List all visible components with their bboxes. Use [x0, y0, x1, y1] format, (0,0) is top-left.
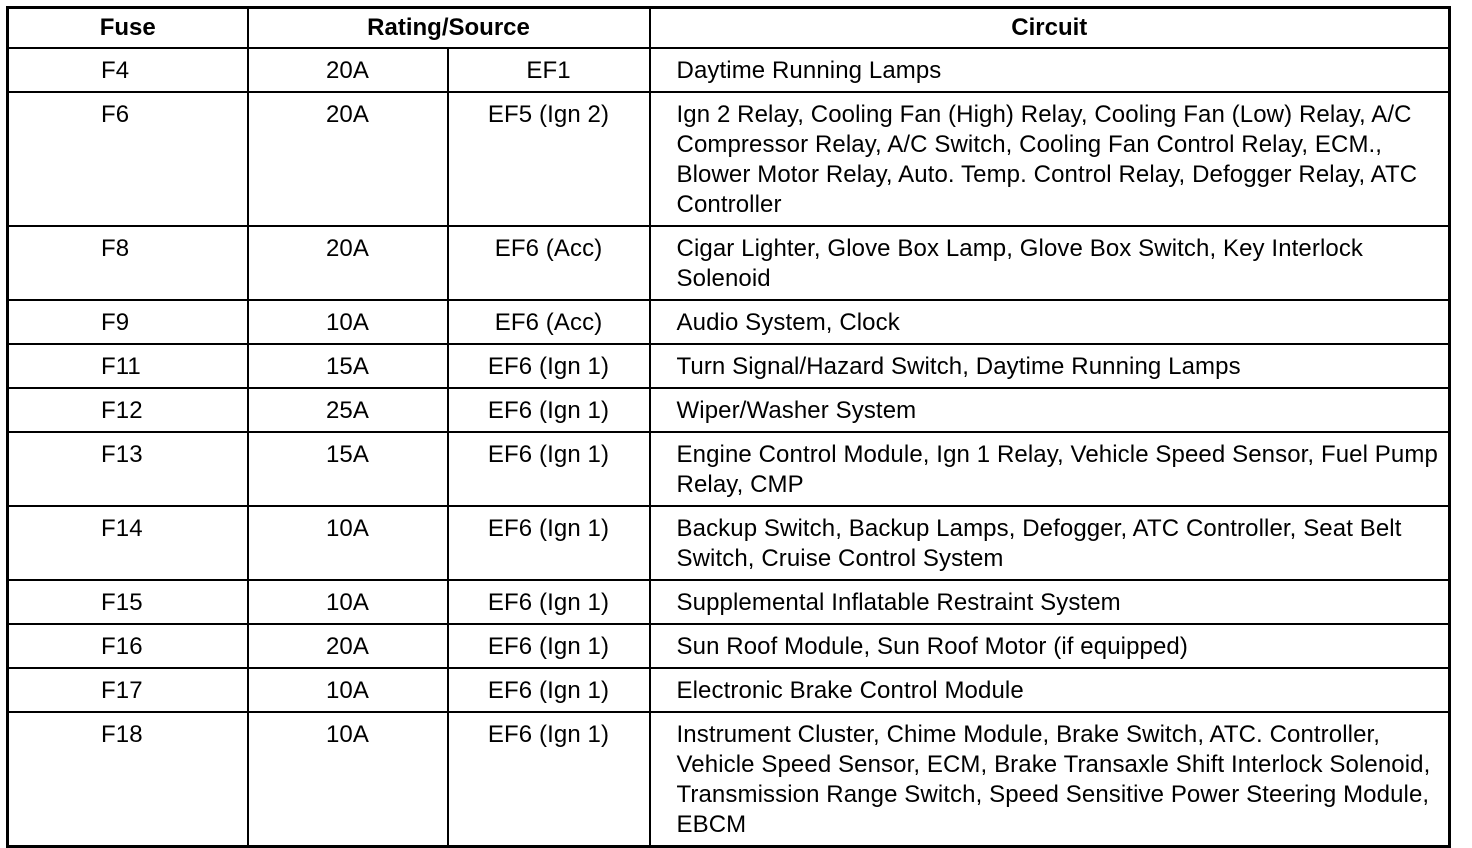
table-row	[8, 344, 1450, 388]
cell-circuit: Ign 2 Relay, Cooling Fan (High) Relay, Cooling Fan (Low) Relay, A/C Compressor Relay, A/C Switch, Cooling Fan Control Relay, ECM., Blower Motor Relay, Auto. Temp. Control Relay, Defogger Relay, ATC Controller	[650, 92, 1450, 226]
cell-circuit: Electronic Brake Control Module	[650, 668, 1450, 712]
table-row	[8, 506, 1450, 580]
cell-source: EF6 (Ign 1)	[448, 432, 650, 506]
cell-source: EF6 (Ign 1)	[448, 344, 650, 388]
cell-circuit: Audio System, Clock	[650, 300, 1450, 344]
table-row	[8, 580, 1450, 624]
cell-source: EF6 (Ign 1)	[448, 506, 650, 580]
table-row	[8, 92, 1450, 226]
table-header	[8, 8, 1450, 49]
table-body	[8, 48, 1450, 847]
fuse-table	[6, 6, 1451, 848]
cell-source: EF6 (Ign 1)	[448, 388, 650, 432]
header-rating-source: Rating/Source	[248, 8, 650, 49]
table-row	[8, 432, 1450, 506]
cell-source: EF5 (Ign 2)	[448, 92, 650, 226]
cell-circuit: Sun Roof Module, Sun Roof Motor (if equipped)	[650, 624, 1450, 668]
cell-circuit: Cigar Lighter, Glove Box Lamp, Glove Box Switch, Key Interlock Solenoid	[650, 226, 1450, 300]
cell-source: EF6 (Ign 1)	[448, 712, 650, 847]
cell-source: EF6 (Acc)	[448, 226, 650, 300]
header-circuit: Circuit	[650, 8, 1450, 49]
cell-fuse: F11	[8, 344, 248, 388]
cell-source: EF6 (Ign 1)	[448, 624, 650, 668]
table-row	[8, 624, 1450, 668]
cell-source: EF6 (Ign 1)	[448, 580, 650, 624]
cell-rating: 20A	[248, 624, 448, 668]
cell-fuse: F4	[8, 48, 248, 92]
header-row	[8, 8, 1450, 49]
cell-fuse: F18	[8, 712, 248, 847]
cell-fuse: F8	[8, 226, 248, 300]
cell-circuit: Wiper/Washer System	[650, 388, 1450, 432]
cell-rating: 15A	[248, 432, 448, 506]
header-fuse: Fuse	[8, 8, 248, 49]
cell-rating: 10A	[248, 580, 448, 624]
cell-rating: 10A	[248, 300, 448, 344]
cell-rating: 10A	[248, 506, 448, 580]
table-row	[8, 668, 1450, 712]
cell-rating: 10A	[248, 712, 448, 847]
cell-fuse: F16	[8, 624, 248, 668]
cell-fuse: F9	[8, 300, 248, 344]
cell-fuse: F17	[8, 668, 248, 712]
cell-fuse: F15	[8, 580, 248, 624]
table-row	[8, 226, 1450, 300]
cell-circuit: Engine Control Module, Ign 1 Relay, Vehicle Speed Sensor, Fuel Pump Relay, CMP	[650, 432, 1450, 506]
cell-source: EF6 (Ign 1)	[448, 668, 650, 712]
cell-circuit: Backup Switch, Backup Lamps, Defogger, ATC Controller, Seat Belt Switch, Cruise Control System	[650, 506, 1450, 580]
cell-rating: 20A	[248, 48, 448, 92]
cell-fuse: F13	[8, 432, 248, 506]
cell-source: EF6 (Acc)	[448, 300, 650, 344]
cell-fuse: F12	[8, 388, 248, 432]
cell-circuit: Daytime Running Lamps	[650, 48, 1450, 92]
table-row	[8, 388, 1450, 432]
cell-rating: 15A	[248, 344, 448, 388]
table-row	[8, 300, 1450, 344]
cell-fuse: F6	[8, 92, 248, 226]
cell-fuse: F14	[8, 506, 248, 580]
cell-circuit: Instrument Cluster, Chime Module, Brake Switch, ATC. Controller, Vehicle Speed Sensor, ECM, Brake Transaxle Shift Interlock Solenoid, Transmission Range Switch, Speed Sensitive Power Steering Module, EBCM	[650, 712, 1450, 847]
cell-rating: 10A	[248, 668, 448, 712]
cell-source: EF1	[448, 48, 650, 92]
table-row	[8, 712, 1450, 847]
table-row	[8, 48, 1450, 92]
cell-circuit: Turn Signal/Hazard Switch, Daytime Running Lamps	[650, 344, 1450, 388]
cell-rating: 20A	[248, 92, 448, 226]
cell-circuit: Supplemental Inflatable Restraint System	[650, 580, 1450, 624]
cell-rating: 25A	[248, 388, 448, 432]
cell-rating: 20A	[248, 226, 448, 300]
